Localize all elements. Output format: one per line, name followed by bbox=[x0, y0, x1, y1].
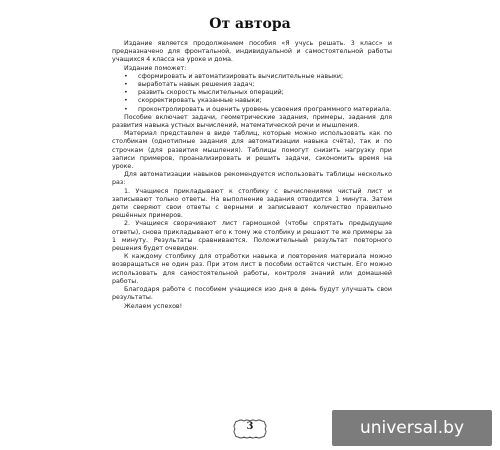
goals-list bbox=[112, 73, 392, 114]
paragraph-results: Благодаря работе с пособием учащиеся изо дня в день будут улучшать свои результаты. bbox=[112, 286, 392, 302]
paragraph-tables: Материал представлен в виде таблиц, которые можно использовать как по столбикам (однотипные задания для автоматизации навыка счёта), так и по строчкам (для развития мышления). Таблицы помогут снизить нагрузку при записи примеров, проанализировать и решить задачи, сэкономить время на уроке. bbox=[112, 130, 392, 171]
bullet-icon: • bbox=[124, 81, 128, 89]
list-item: • сформировать и автоматизировать вычислительные навыки; bbox=[124, 72, 344, 80]
watermark-label: universal.by bbox=[332, 410, 492, 446]
paragraph-helps: Издание поможет: bbox=[124, 64, 187, 72]
bullet-icon: • bbox=[124, 72, 128, 80]
bullet-icon: • bbox=[124, 105, 128, 113]
list-item: • скорректировать указанные навыки; bbox=[124, 97, 262, 105]
page-number: 3 bbox=[246, 421, 254, 432]
body-text bbox=[112, 40, 392, 311]
page-number-badge bbox=[232, 418, 268, 440]
paragraph-step-2: 2. Учащиеся сворачивают лист гармошкой (чтобы спрятать предыдущие ответы), снова прикладывают его к тому же столбику и решают те же примеры за 1 минуту. Результаты сравниваются. Положительный результат повторного решения будет очевиден. bbox=[112, 220, 392, 253]
paragraph-step-1: 1. Учащиеся прикладывают к столбику с вычислениями чистый лист и записывают только ответы. На выполнение задания отводится 1 минута. Затем дети сверяют свои ответы с верными и записывают количество правильно решённых примеров. bbox=[112, 187, 392, 220]
paragraph-contents: Пособие включает задачи, геометрические задания, примеры, задания для развития навыка устных вычислений, математической речи и мышления. bbox=[112, 113, 392, 130]
page-title: От автора bbox=[209, 16, 291, 32]
paragraph-automation: Для автоматизации навыков рекомендуется использовать таблицы несколько раз: bbox=[112, 171, 392, 187]
list-item: • выработать навык решения задач; bbox=[124, 81, 255, 89]
bullet-icon: • bbox=[124, 89, 128, 97]
paragraph-reuse: К каждому столбику для отработки навыка и повторения материала можно возвращаться не один раз. При этом лист в пособии остаётся чистым. Его можно использовать для самостоятельной работы, контроля знаний или домашней работы. bbox=[112, 253, 392, 285]
list-item: • развить скорость мыслительных операций; bbox=[124, 89, 284, 97]
paragraph-intro: Издание является продолжением пособия «Я учусь решать. 3 класс» и предназначено для фронтальной, индивидуальной и самостоятельной работы учащихся 4 класса на уроке и дома. bbox=[112, 40, 392, 64]
bullet-icon: • bbox=[124, 97, 128, 105]
list-item: • проконтролировать и оценить уровень усвоения программного материала. bbox=[124, 105, 392, 113]
paragraph-wishes: Желаем успехов! bbox=[124, 302, 183, 310]
